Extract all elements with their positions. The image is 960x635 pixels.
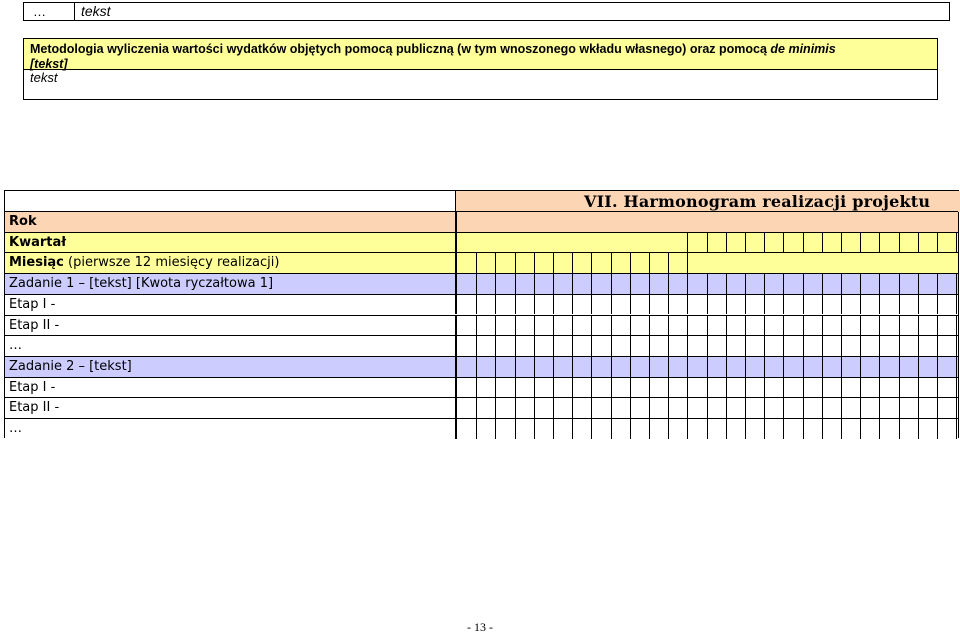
schedule-cell[interactable] <box>841 378 860 398</box>
schedule-cell[interactable] <box>822 336 841 356</box>
schedule-cell[interactable] <box>918 233 937 253</box>
schedule-row-label: Zadanie 1 – [tekst] [Kwota ryczałtowa 1] <box>9 276 274 292</box>
schedule-row-label: Rok <box>9 214 37 229</box>
schedule-cell[interactable] <box>515 253 534 273</box>
schedule-cell[interactable] <box>572 295 591 315</box>
schedule-row <box>5 397 958 418</box>
schedule-cell[interactable] <box>591 274 610 294</box>
schedule-cell[interactable] <box>572 419 591 439</box>
schedule-cell[interactable] <box>591 398 610 418</box>
schedule-row-label: Zadanie 2 – [tekst] <box>9 358 132 374</box>
schedule-cell[interactable] <box>495 274 514 294</box>
page-number: - 13 - <box>467 620 493 634</box>
schedule-cell[interactable] <box>476 357 495 377</box>
schedule-cell[interactable] <box>591 357 610 377</box>
schedule-row-label: Etap II - <box>9 317 60 333</box>
schedule-cell[interactable] <box>956 378 960 398</box>
schedule-cell[interactable] <box>553 398 572 418</box>
schedule-cell[interactable] <box>745 357 764 377</box>
schedule-cell[interactable] <box>860 419 879 439</box>
schedule-cell[interactable] <box>803 336 822 356</box>
schedule-cell[interactable] <box>572 378 591 398</box>
schedule-row-label-bold: Miesiąc <box>9 255 64 271</box>
schedule-table <box>4 190 959 438</box>
schedule-cell[interactable] <box>707 336 726 356</box>
schedule-cell[interactable] <box>707 233 726 253</box>
schedule-cell[interactable] <box>841 419 860 439</box>
schedule-cell[interactable] <box>707 378 726 398</box>
schedule-cell[interactable] <box>918 419 937 439</box>
schedule-cell[interactable] <box>649 295 668 315</box>
schedule-cell[interactable] <box>726 357 745 377</box>
schedule-cell[interactable] <box>707 419 726 439</box>
schedule-cell[interactable] <box>803 295 822 315</box>
methodology-heading-italic: de minimis <box>770 42 836 56</box>
schedule-cell[interactable] <box>745 316 764 336</box>
schedule-cell[interactable] <box>822 398 841 418</box>
schedule-cell[interactable] <box>572 274 591 294</box>
schedule-cell[interactable] <box>956 357 960 377</box>
schedule-cell[interactable] <box>783 336 802 356</box>
schedule-cell[interactable] <box>899 336 918 356</box>
schedule-cell[interactable] <box>745 419 764 439</box>
schedule-cell[interactable] <box>879 233 898 253</box>
schedule-cell[interactable] <box>803 419 822 439</box>
schedule-cell[interactable] <box>841 316 860 336</box>
schedule-cell[interactable] <box>726 398 745 418</box>
schedule-cell[interactable] <box>668 357 687 377</box>
schedule-row <box>5 418 958 439</box>
schedule-cell[interactable] <box>899 398 918 418</box>
top-row <box>23 2 950 21</box>
schedule-cell[interactable] <box>572 336 591 356</box>
schedule-cell[interactable] <box>611 357 630 377</box>
schedule-cell[interactable] <box>553 316 572 336</box>
schedule-cell[interactable] <box>707 357 726 377</box>
schedule-cell[interactable] <box>841 357 860 377</box>
schedule-row <box>5 315 958 336</box>
schedule-cell[interactable] <box>745 295 764 315</box>
schedule-cell[interactable] <box>764 295 783 315</box>
schedule-cell[interactable] <box>476 253 495 273</box>
schedule-row-label: Etap II - <box>9 400 60 416</box>
schedule-cell[interactable] <box>534 274 553 294</box>
schedule-cell[interactable] <box>726 295 745 315</box>
schedule-cell[interactable] <box>572 398 591 418</box>
schedule-cell[interactable] <box>668 316 687 336</box>
schedule-cell[interactable] <box>860 233 879 253</box>
schedule-cell[interactable] <box>457 316 476 336</box>
schedule-cell[interactable] <box>764 357 783 377</box>
schedule-cell[interactable] <box>956 419 960 439</box>
schedule-cell[interactable] <box>476 336 495 356</box>
schedule-cell[interactable] <box>553 274 572 294</box>
schedule-cell[interactable] <box>899 295 918 315</box>
schedule-row <box>5 356 958 377</box>
schedule-cell[interactable] <box>668 378 687 398</box>
schedule-cell[interactable] <box>457 274 476 294</box>
schedule-cell[interactable] <box>457 336 476 356</box>
schedule-cell[interactable] <box>783 419 802 439</box>
schedule-cell[interactable] <box>707 316 726 336</box>
schedule-cell[interactable] <box>899 378 918 398</box>
schedule-cell[interactable] <box>668 336 687 356</box>
schedule-cell[interactable] <box>534 253 553 273</box>
schedule-cell[interactable] <box>476 316 495 336</box>
schedule-cell[interactable] <box>630 357 649 377</box>
schedule-cell[interactable] <box>822 295 841 315</box>
schedule-cell[interactable] <box>534 316 553 336</box>
schedule-cell[interactable] <box>591 419 610 439</box>
schedule-cell[interactable] <box>841 233 860 253</box>
schedule-cell[interactable] <box>841 295 860 315</box>
schedule-cell[interactable] <box>649 398 668 418</box>
schedule-cell[interactable] <box>457 398 476 418</box>
schedule-cell[interactable] <box>803 398 822 418</box>
schedule-cell[interactable] <box>534 357 553 377</box>
schedule-row-cells <box>455 295 958 315</box>
schedule-cell[interactable] <box>918 398 937 418</box>
schedule-row-label <box>5 253 455 273</box>
schedule-cell[interactable] <box>783 295 802 315</box>
schedule-cell[interactable] <box>591 378 610 398</box>
schedule-cell[interactable] <box>515 295 534 315</box>
schedule-cell[interactable] <box>457 378 476 398</box>
schedule-cell[interactable] <box>879 316 898 336</box>
schedule-cell[interactable] <box>649 419 668 439</box>
schedule-cell[interactable] <box>591 316 610 336</box>
schedule-row <box>5 232 958 253</box>
schedule-cell[interactable] <box>591 336 610 356</box>
schedule-cell[interactable] <box>822 274 841 294</box>
schedule-cell[interactable] <box>841 274 860 294</box>
schedule-cell[interactable] <box>707 295 726 315</box>
schedule-cell[interactable] <box>630 253 649 273</box>
schedule-cell[interactable] <box>783 316 802 336</box>
schedule-cell[interactable] <box>495 378 514 398</box>
schedule-cell[interactable] <box>879 398 898 418</box>
schedule-cell[interactable] <box>687 295 706 315</box>
schedule-cell[interactable] <box>495 357 514 377</box>
schedule-cell[interactable] <box>572 357 591 377</box>
schedule-row-cells <box>455 274 958 294</box>
schedule-row-cells <box>455 212 958 232</box>
schedule-cell[interactable] <box>495 295 514 315</box>
schedule-row <box>5 252 958 273</box>
schedule-cell[interactable] <box>803 316 822 336</box>
schedule-cell[interactable] <box>476 378 495 398</box>
schedule-cell[interactable] <box>611 378 630 398</box>
schedule-cell[interactable] <box>553 295 572 315</box>
schedule-cell[interactable] <box>649 336 668 356</box>
schedule-cell[interactable] <box>899 419 918 439</box>
schedule-cell[interactable] <box>687 398 706 418</box>
schedule-cell[interactable] <box>899 233 918 253</box>
schedule-cell[interactable] <box>803 357 822 377</box>
schedule-row-cells <box>455 419 958 439</box>
schedule-cell[interactable] <box>726 419 745 439</box>
schedule-row-label-rest: (pierwsze 12 miesięcy realizacji) <box>63 255 280 271</box>
schedule-cell[interactable] <box>630 378 649 398</box>
schedule-cell[interactable] <box>783 378 802 398</box>
schedule-cell[interactable] <box>515 316 534 336</box>
schedule-cell[interactable] <box>764 398 783 418</box>
schedule-cell[interactable] <box>879 419 898 439</box>
schedule-cell[interactable] <box>534 295 553 315</box>
schedule-title-text: VII. Harmonogram realizacji projektu <box>584 192 931 211</box>
schedule-cell[interactable] <box>649 378 668 398</box>
schedule-cell[interactable] <box>534 419 553 439</box>
schedule-row-cells <box>455 357 958 377</box>
schedule-cell[interactable] <box>630 274 649 294</box>
schedule-cell[interactable] <box>687 419 706 439</box>
schedule-cell[interactable] <box>764 378 783 398</box>
schedule-row <box>5 211 958 232</box>
schedule-row-cells <box>455 336 958 356</box>
schedule-cell[interactable] <box>726 233 745 253</box>
schedule-cell[interactable] <box>495 398 514 418</box>
schedule-cell[interactable] <box>611 419 630 439</box>
schedule-cell[interactable] <box>956 274 960 294</box>
schedule-cell[interactable] <box>457 357 476 377</box>
schedule-cell[interactable] <box>841 398 860 418</box>
schedule-cell[interactable] <box>726 336 745 356</box>
schedule-cell[interactable] <box>841 336 860 356</box>
schedule-cell[interactable] <box>956 398 960 418</box>
schedule-cell[interactable] <box>687 336 706 356</box>
schedule-cell[interactable] <box>822 233 841 253</box>
schedule-cell[interactable] <box>764 233 783 253</box>
schedule-cell[interactable] <box>707 274 726 294</box>
schedule-cell[interactable] <box>687 316 706 336</box>
schedule-cell[interactable] <box>495 419 514 439</box>
schedule-cell[interactable] <box>515 357 534 377</box>
schedule-cell[interactable] <box>726 316 745 336</box>
methodology-heading <box>24 39 937 70</box>
schedule-cell[interactable] <box>668 295 687 315</box>
schedule-cell[interactable] <box>918 357 937 377</box>
schedule-cell[interactable] <box>515 378 534 398</box>
schedule-cell[interactable] <box>534 336 553 356</box>
schedule-cell[interactable] <box>726 378 745 398</box>
schedule-cell[interactable] <box>668 274 687 294</box>
schedule-cell[interactable] <box>707 398 726 418</box>
schedule-cell[interactable] <box>918 295 937 315</box>
schedule-cell[interactable] <box>726 274 745 294</box>
schedule-cell[interactable] <box>668 419 687 439</box>
schedule-cell[interactable] <box>937 316 956 336</box>
schedule-cell[interactable] <box>764 419 783 439</box>
schedule-cell[interactable] <box>937 378 956 398</box>
schedule-cell[interactable] <box>764 316 783 336</box>
schedule-cell[interactable] <box>553 419 572 439</box>
methodology-heading-placeholder: [tekst] <box>30 57 68 71</box>
schedule-cell[interactable] <box>937 357 956 377</box>
methodology-box <box>23 38 938 100</box>
schedule-cell[interactable] <box>534 398 553 418</box>
schedule-cell[interactable] <box>860 357 879 377</box>
schedule-cell[interactable] <box>956 233 960 253</box>
schedule-cell[interactable] <box>822 378 841 398</box>
schedule-cell[interactable] <box>687 253 706 273</box>
schedule-cell[interactable] <box>495 316 514 336</box>
methodology-heading-text: Metodologia wyliczenia wartości wydatków objętych pomocą publiczną (w tym wnoszonego wkładu własnego) oraz pomocą <box>30 42 771 56</box>
schedule-cell[interactable] <box>553 357 572 377</box>
schedule-row <box>5 335 958 356</box>
schedule-cell[interactable] <box>611 253 630 273</box>
top-row-text: tekst <box>81 3 111 19</box>
schedule-cell[interactable] <box>572 253 591 273</box>
top-row-ellipsis: … <box>24 3 75 20</box>
schedule-cell[interactable] <box>937 295 956 315</box>
schedule-row-cells <box>455 253 958 273</box>
schedule-cell[interactable] <box>515 419 534 439</box>
schedule-cell[interactable] <box>687 357 706 377</box>
schedule-cell[interactable] <box>803 378 822 398</box>
schedule-cell[interactable] <box>745 336 764 356</box>
schedule-cell[interactable] <box>803 274 822 294</box>
schedule-cell[interactable] <box>649 253 668 273</box>
schedule-cell[interactable] <box>553 336 572 356</box>
schedule-cell[interactable] <box>879 295 898 315</box>
schedule-cell[interactable] <box>899 274 918 294</box>
schedule-cell[interactable] <box>457 419 476 439</box>
schedule-cell[interactable] <box>611 398 630 418</box>
schedule-cell[interactable] <box>553 378 572 398</box>
schedule-cell[interactable] <box>553 253 572 273</box>
schedule-cell[interactable] <box>956 316 960 336</box>
schedule-cell[interactable] <box>591 295 610 315</box>
schedule-cell[interactable] <box>745 233 764 253</box>
schedule-row-cells <box>455 233 958 253</box>
schedule-cell[interactable] <box>649 274 668 294</box>
schedule-cell[interactable] <box>476 295 495 315</box>
schedule-cell[interactable] <box>591 253 610 273</box>
schedule-cell[interactable] <box>687 378 706 398</box>
schedule-cell[interactable] <box>879 357 898 377</box>
schedule-cell[interactable] <box>937 419 956 439</box>
schedule-cell[interactable] <box>515 398 534 418</box>
schedule-cell[interactable] <box>687 274 706 294</box>
schedule-cell[interactable] <box>630 316 649 336</box>
schedule-cell[interactable] <box>745 378 764 398</box>
schedule-cell[interactable] <box>764 336 783 356</box>
schedule-cell[interactable] <box>611 336 630 356</box>
schedule-cell[interactable] <box>783 233 802 253</box>
schedule-row-label: … <box>9 421 22 436</box>
schedule-row-label: … <box>9 338 22 354</box>
schedule-cell[interactable] <box>668 253 687 273</box>
schedule-row <box>5 294 958 315</box>
schedule-cell[interactable] <box>611 295 630 315</box>
schedule-cell[interactable] <box>745 398 764 418</box>
schedule-cell[interactable] <box>899 316 918 336</box>
methodology-body: tekst <box>30 70 58 85</box>
schedule-cell[interactable] <box>937 233 956 253</box>
schedule-cell[interactable] <box>783 274 802 294</box>
schedule-cell[interactable] <box>937 274 956 294</box>
schedule-cell[interactable] <box>764 274 783 294</box>
schedule-cell[interactable] <box>937 398 956 418</box>
schedule-cell[interactable] <box>515 274 534 294</box>
schedule-cell[interactable] <box>745 274 764 294</box>
schedule-cell[interactable] <box>783 357 802 377</box>
schedule-cell[interactable] <box>860 378 879 398</box>
schedule-cell[interactable] <box>899 357 918 377</box>
schedule-row-label: Etap I - <box>9 296 56 312</box>
schedule-cell[interactable] <box>495 336 514 356</box>
schedule-cell[interactable] <box>918 336 937 356</box>
schedule-cell[interactable] <box>649 316 668 336</box>
schedule-cell[interactable] <box>879 336 898 356</box>
schedule-row-cells <box>455 398 958 418</box>
schedule-cell[interactable] <box>918 274 937 294</box>
schedule-cell[interactable] <box>822 357 841 377</box>
schedule-row <box>5 273 958 294</box>
schedule-cell[interactable] <box>687 233 706 253</box>
schedule-cell[interactable] <box>495 253 514 273</box>
schedule-cell[interactable] <box>956 336 960 356</box>
schedule-cell[interactable] <box>611 316 630 336</box>
schedule-cell[interactable] <box>879 274 898 294</box>
schedule-cell[interactable] <box>476 419 495 439</box>
schedule-cell[interactable] <box>457 295 476 315</box>
schedule-cell[interactable] <box>803 233 822 253</box>
schedule-cell[interactable] <box>860 274 879 294</box>
schedule-row-label: Etap I - <box>9 379 56 395</box>
schedule-row <box>5 377 958 398</box>
schedule-cell[interactable] <box>630 336 649 356</box>
schedule-cell[interactable] <box>918 316 937 336</box>
schedule-cell[interactable] <box>476 274 495 294</box>
schedule-cell[interactable] <box>918 378 937 398</box>
schedule-cell[interactable] <box>572 316 591 336</box>
schedule-cell[interactable] <box>860 336 879 356</box>
schedule-cell[interactable] <box>515 336 534 356</box>
schedule-cell[interactable] <box>879 378 898 398</box>
schedule-cell[interactable] <box>649 357 668 377</box>
schedule-row-label: Kwartał <box>9 234 67 250</box>
schedule-cell[interactable] <box>822 419 841 439</box>
schedule-cell[interactable] <box>630 398 649 418</box>
schedule-cell[interactable] <box>476 398 495 418</box>
schedule-cell[interactable] <box>611 274 630 294</box>
schedule-cell[interactable] <box>860 398 879 418</box>
schedule-cell[interactable] <box>630 419 649 439</box>
schedule-cell[interactable] <box>457 253 476 273</box>
schedule-cell[interactable] <box>783 398 802 418</box>
schedule-cell[interactable] <box>937 336 956 356</box>
schedule-cell[interactable] <box>956 295 960 315</box>
schedule-cell[interactable] <box>534 378 553 398</box>
schedule-cell[interactable] <box>860 316 879 336</box>
schedule-row-cells <box>455 378 958 398</box>
schedule-cell[interactable] <box>630 295 649 315</box>
schedule-title <box>455 191 960 212</box>
schedule-row-cells <box>455 316 958 336</box>
schedule-cell[interactable] <box>668 398 687 418</box>
schedule-cell[interactable] <box>822 316 841 336</box>
schedule-cell[interactable] <box>860 295 879 315</box>
